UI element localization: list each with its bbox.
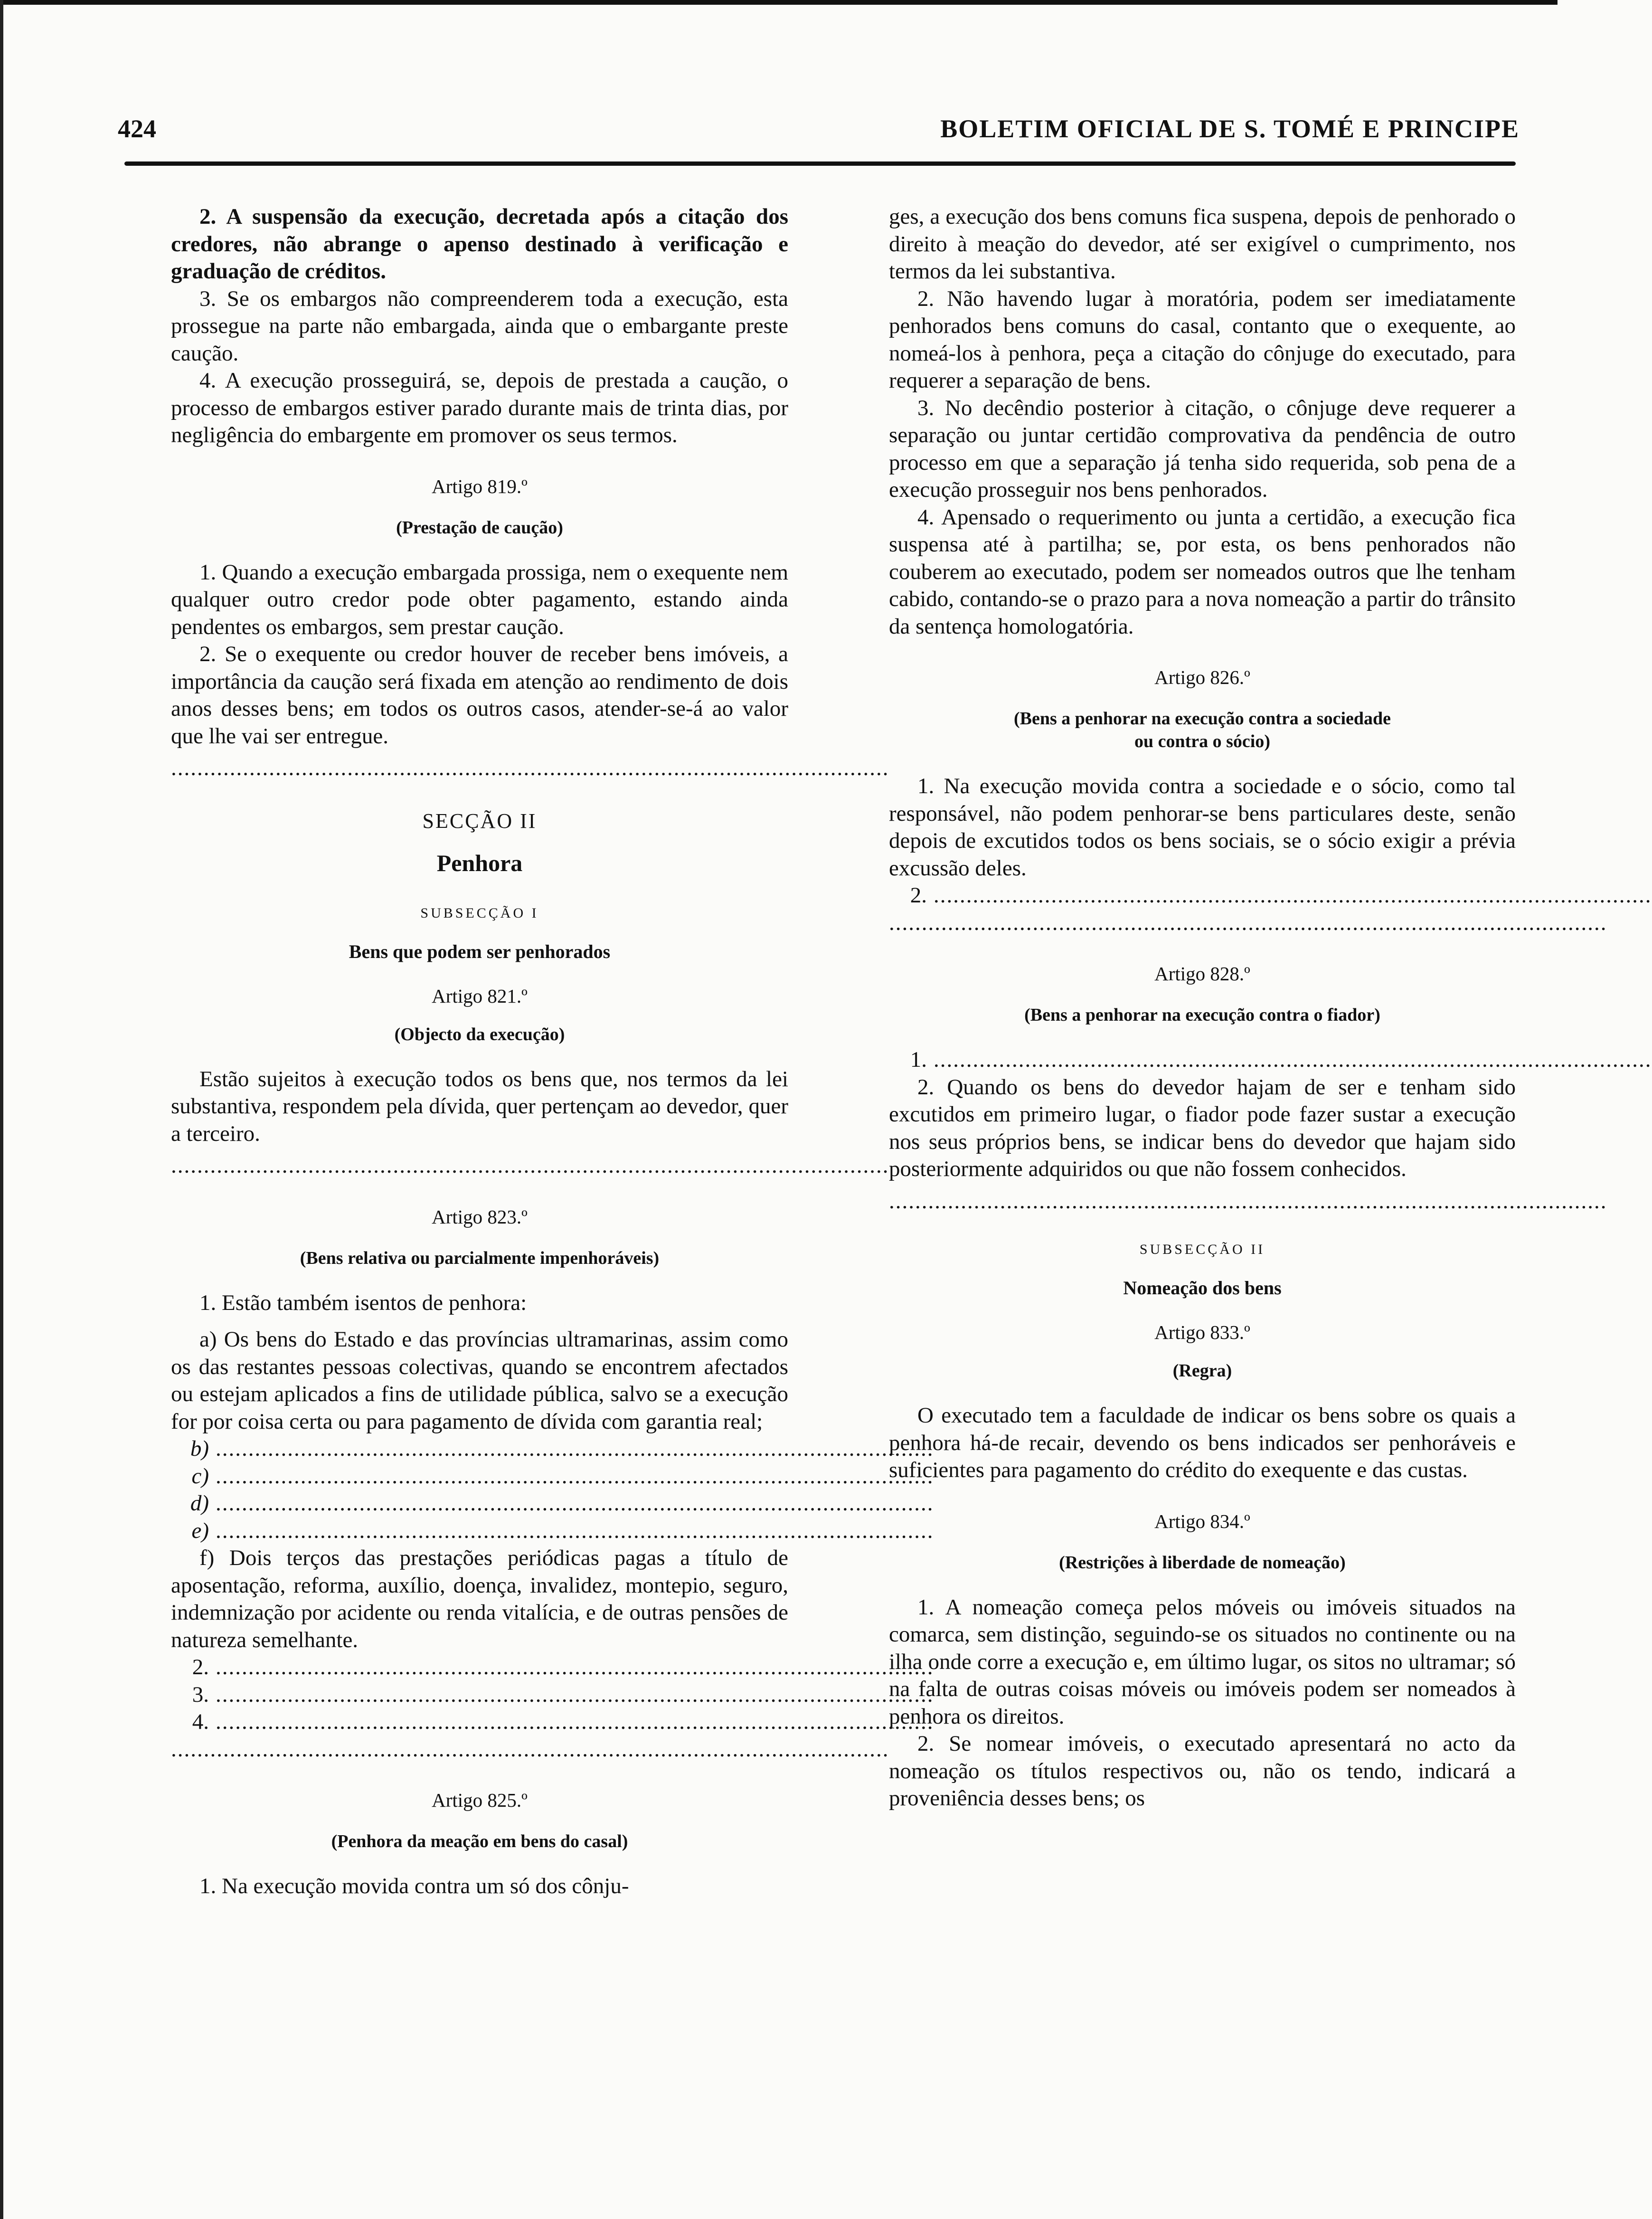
list-item: 4. .............................................................................................................. [192, 1709, 934, 1734]
list-item: 2. .............................................................................................................. [910, 883, 1652, 908]
list-item: c) .............................................................................................................. [191, 1463, 934, 1489]
list-item: d) .............................................................................................................. [190, 1491, 934, 1516]
article-heading: Artigo 821.º [432, 985, 528, 1007]
list-item: 2. .............................................................................................................. [192, 1655, 934, 1679]
article-title: (Bens relativa ou parcialmente impenhoráveis) [300, 1248, 660, 1268]
article-heading: Artigo 826.º [1154, 666, 1250, 688]
list-item: 3. .............................................................................................................. [192, 1682, 934, 1707]
page-number: 424 [118, 114, 156, 143]
paragraph: a) Os bens do Estado e das províncias ultramarinas, assim como os das restantes pessoas colectivas, quando se encontrem afectados ou estejam aplicados a fins de utilidade pública, salvo se a execução for por coisa certa ou para pagamento de dívida com garantia real; [171, 1327, 788, 1434]
article-title: (Bens a penhorar na execução contra a sociedade ou contra o sócio) [1013, 709, 1391, 751]
page-header [114, 114, 1520, 152]
article-heading: Artigo 823.º [432, 1205, 528, 1228]
subsection-heading: SUBSECÇÃO I [420, 905, 539, 921]
omission-dots: .............................................................................................................. [889, 910, 1607, 935]
paragraph: 3. No decêndio posterior à citação, o cônjuge deve requerer a separação ou juntar certidão comprovativa da pendência de outro processo em que a separação já tenha sido requerida, sob pena de a execução prosseguir nos bens penhorados. [889, 395, 1516, 502]
paragraph: 1. Na execução movida contra um só dos cônju- [199, 1874, 629, 1898]
article-title: (Bens a penhorar na execução contra o fiador) [1024, 1005, 1380, 1025]
paragraph: 3. Se os embargos não compreenderem toda a execução, esta prossegue na parte não embargada, ainda que o embargante preste caução. [171, 286, 788, 366]
article-title: (Regra) [1172, 1361, 1232, 1381]
subsection-title: Bens que podem ser penhorados [349, 940, 611, 962]
article-title: (Restrições à liberdade de nomeação) [1059, 1552, 1346, 1573]
paragraph: 2. A suspensão da execução, decretada após a citação dos credores, não abrange o apenso destinado à verificação e graduação de créditos. [171, 204, 788, 284]
article-title: (Objecto da execução) [394, 1024, 565, 1044]
article-heading: Artigo 825.º [432, 1789, 528, 1811]
paragraph: 4. A execução prosseguirá, se, depois de prestada a caução, o processo de embargos estiver parado durante mais de trinta dias, por negligência do embargente em promover os seus termos. [171, 368, 788, 447]
top-border-rule [0, 0, 1558, 5]
omission-dots: .............................................................................................................. [171, 756, 889, 780]
paragraph: 2. Quando os bens do devedor hajam de ser e tenham sido excutidos em primeiro lugar, o fiador pode fazer sustar a execução nos seus próprios bens, se indicar bens do devedor que hajam sido posteriormente adquiridos ou que não fossem conhecidos. [889, 1074, 1516, 1181]
article-title: (Prestação de caução) [396, 517, 563, 538]
article-heading: Artigo 828.º [1154, 963, 1250, 985]
right-column [889, 203, 1652, 1812]
header-rule [124, 161, 1516, 166]
left-column [171, 203, 934, 1900]
paragraph: 1. Estão também isentos de penhora: [199, 1290, 527, 1315]
paragraph: ges, a execução dos bens comuns fica suspena, depois de penhorado o direito à meação do devedor, até ser exigível o cumprimento, nos termos da lei substantiva. [889, 204, 1516, 284]
article-heading: Artigo 819.º [432, 475, 528, 497]
paragraph: 4. Apensado o requerimento ou junta a certidão, a execução fica suspensa até à partilha; se, por esta, os bens penhorados não couberem ao executado, podem ser nomeados outros que lhe tenham cabido, contando-se o prazo para a nova nomeação a partir do trânsito da sentença homologatória. [889, 504, 1516, 639]
paragraph: 2. Não havendo lugar à moratória, podem ser imediatamente penhorados bens comuns do casal, contanto que o exequente, ao nomeá-los à penhora, peça a citação do cônjuge do executado, para requerer a separação de bens. [889, 286, 1516, 393]
list-item: e) .............................................................................................................. [191, 1518, 934, 1543]
article-title: (Penhora da meação em bens do casal) [331, 1831, 628, 1851]
journal-title: BOLETIM OFICIAL DE S. TOMÉ E PRINCIPE [940, 114, 1520, 143]
paragraph: f) Dois terços das prestações periódicas pagas a título de aposentação, reforma, auxílio, doença, invalidez, montepio, seguro, indemnização por acidente ou renda vitalícia, e de outras pensões de natureza semelhante. [171, 1546, 788, 1652]
paragraph: 2. Se o exequente ou credor houver de receber bens imóveis, a importância da caução será fixada em atenção ao rendimento de dois anos desses bens; em todos os outros casos, atender-se-á ao valor que lhe vai ser entregue. [171, 642, 788, 749]
left-border-rule [0, 0, 3, 2219]
paragraph: 1. A nomeação começa pelos móveis ou imóveis situados na comarca, sem distinção, seguindo-se os situados no continente ou na ilha onde corre a execução e, em último lugar, os sitos no ultramar; só na falta de outras coisas móveis ou imóveis podem ser nomeados à penhora os direitos. [889, 1594, 1516, 1729]
omission-dots: .............................................................................................................. [171, 1153, 889, 1178]
paragraph: Estão sujeitos à execução todos os bens que, nos termos da lei substantiva, respondem pela dívida, quer pertençam ao devedor, quer a terceiro. [171, 1066, 788, 1146]
list-item: b) .............................................................................................................. [190, 1436, 934, 1461]
paragraph: 1. Na execução movida contra a sociedade e o sócio, como tal responsável, não podem penhorar-se bens particulares deste, senão depois de excutidos todos os bens sociais, se o sócio exigir a prévia excussão deles. [889, 774, 1516, 881]
section-heading: SECÇÃO II [422, 809, 537, 833]
omission-dots: .............................................................................................................. [171, 1736, 889, 1762]
article-heading: Artigo 834.º [1154, 1510, 1250, 1532]
paragraph: 1. Quando a execução embargada prossiga, nem o exequente nem qualquer outro credor pode obter pagamento, estando ainda pendentes os embargos, sem prestar caução. [171, 559, 788, 639]
subsection-heading: SUBSECÇÃO II [1139, 1242, 1265, 1257]
paragraph: O executado tem a faculdade de indicar os bens sobre os quais a penhora há-de recair, devendo os bens indicados ser penhoráveis e suficientes para pagamento do crédito do exequente e das custas. [889, 1403, 1516, 1482]
omission-dots: .............................................................................................................. [889, 1188, 1607, 1214]
article-heading: Artigo 833.º [1154, 1321, 1250, 1343]
list-item: 1. .............................................................................................................. [910, 1047, 1652, 1072]
subsection-title: Nomeação dos bens [1123, 1277, 1282, 1299]
section-title: Penhora [436, 849, 523, 876]
paragraph: 2. Se nomear imóveis, o executado apresentará no acto da nomeação os títulos respectivos ou, não os tendo, indicará a proveniência desses bens; os [889, 1731, 1516, 1811]
